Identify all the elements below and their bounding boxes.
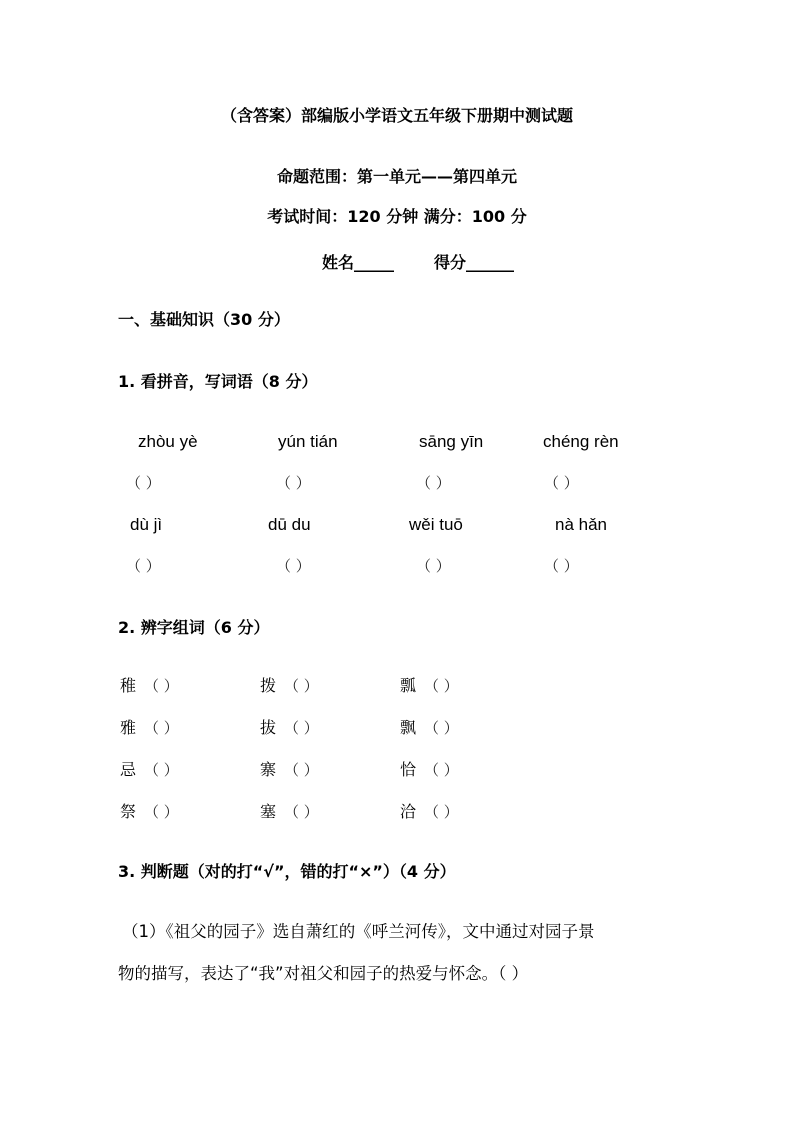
character-item: 洽 [400,802,417,821]
answer-blank[interactable]: （ ） [284,761,319,779]
answer-blank[interactable]: （ ） [144,761,179,779]
section-heading: 一、基础知识（30 分） [118,310,290,329]
answer-blank[interactable]: （ ） [276,557,311,575]
judgment-item-1-line2[interactable]: 物的描写，表达了“我”对祖父和园子的热爱与怀念。（ ） [118,964,529,983]
exam-time-score: 考试时间：120 分钟 满分：100 分 [267,207,527,226]
pinyin-item: yún tián [278,432,338,451]
score-field: 得分______ [434,253,515,272]
answer-blank[interactable]: （ ） [424,803,459,821]
character-item: 雅 [120,718,137,737]
pinyin-item: sāng yīn [419,432,484,451]
answer-blank[interactable]: （ ） [544,474,579,492]
question-3-heading: 3. 判断题（对的打“√”，错的打“×”）（4 分） [118,862,456,881]
answer-blank[interactable]: （ ） [126,474,161,492]
character-item: 塞 [260,802,277,821]
answer-blank[interactable]: （ ） [544,557,579,575]
judgment-item-1-line1: （1）《祖父的园子》选自萧红的《呼兰河传》，文中通过对园子景 [122,922,595,941]
answer-blank[interactable]: （ ） [126,557,161,575]
document-title: （含答案）部编版小学语文五年级下册期中测试题 [220,106,573,125]
pinyin-item: nà hǎn [555,515,607,534]
character-item: 拔 [260,718,277,737]
character-item: 恰 [400,760,417,779]
character-item: 忌 [120,760,137,779]
answer-blank[interactable]: （ ） [284,677,319,695]
answer-blank[interactable]: （ ） [416,474,451,492]
answer-blank[interactable]: （ ） [144,719,179,737]
question-1-heading: 1. 看拼音，写词语（8 分） [118,372,318,391]
answer-blank[interactable]: （ ） [284,803,319,821]
answer-blank[interactable]: （ ） [424,719,459,737]
pinyin-item: zhòu yè [138,432,198,451]
character-item: 稚 [120,676,137,695]
character-item: 寨 [260,760,277,779]
answer-blank[interactable]: （ ） [424,677,459,695]
character-item: 瓢 [400,676,417,695]
answer-blank[interactable]: （ ） [416,557,451,575]
answer-blank[interactable]: （ ） [276,474,311,492]
answer-blank[interactable]: （ ） [284,719,319,737]
pinyin-item: wěi tuō [409,515,463,534]
character-item: 拨 [260,676,277,695]
name-field: 姓名_____ [322,253,395,272]
answer-blank[interactable]: （ ） [144,677,179,695]
answer-blank[interactable]: （ ） [144,803,179,821]
question-2-heading: 2. 辨字组词（6 分） [118,618,270,637]
character-item: 祭 [120,802,137,821]
pinyin-item: dù jì [130,515,163,534]
pinyin-item: dū du [268,515,311,534]
exam-scope: 命题范围：第一单元——第四单元 [276,167,517,186]
answer-blank[interactable]: （ ） [424,761,459,779]
pinyin-item: chéng rèn [543,432,619,451]
character-item: 飘 [400,718,417,737]
